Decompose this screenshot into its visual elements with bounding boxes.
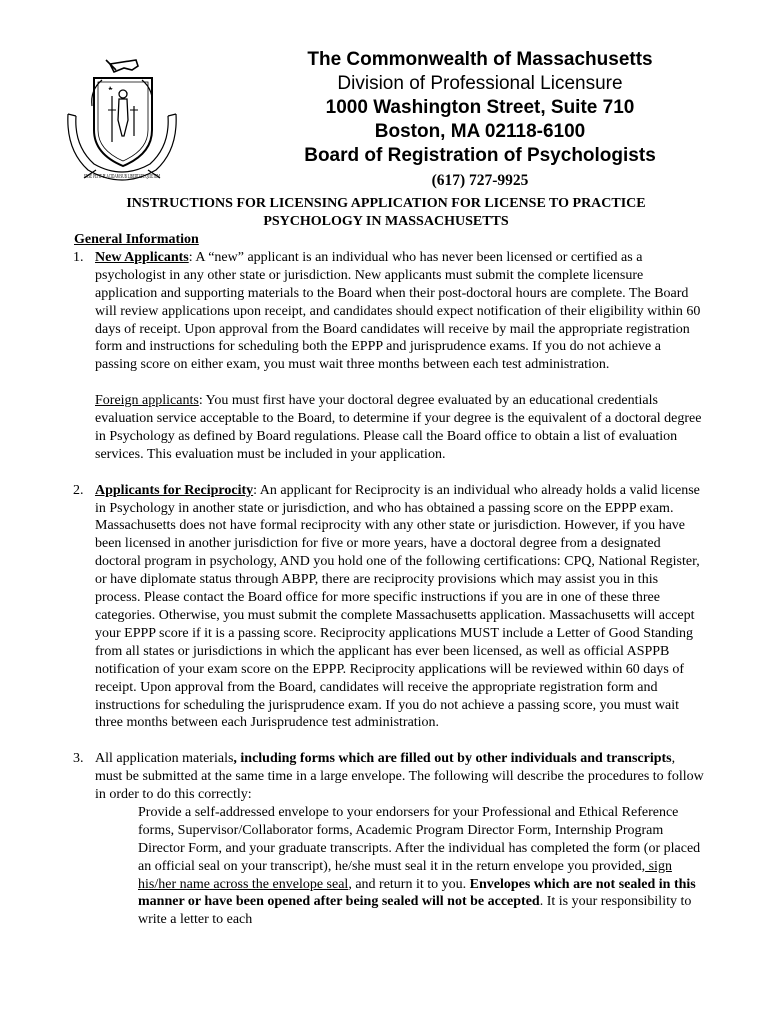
general-info-heading: General Information <box>74 232 199 247</box>
foreign-applicants-label: Foreign applicants <box>95 393 199 409</box>
seal-emblem-icon <box>62 50 182 190</box>
foreign-applicants-text: : You must first have your doctoral degree evaluated by an educational credentials evaluation service acceptable to the Board, to determine if your degree is the equivalent of a doctoral degree in Psychology as defined by Board regulations. Please call the Board office to obtain a list of evaluation services. This evaluation must be included in your application. <box>95 393 702 462</box>
item-number: 1. <box>73 249 84 265</box>
commonwealth-name: The Commonwealth of Massachusetts <box>307 49 653 70</box>
envelope-text-3: . It is your responsibility to write a letter to each <box>138 894 692 928</box>
new-applicants-text: : A “new” applicant is an individual who has never been licensed or certified as a psychologist in any other state or jurisdiction. New applicants must submit the complete licensure application and supporting materials to the Board when their post-doctoral hours are complete. The Board will review applications upon receipt, and candidates should expect notification of their eligibility within 60 days of receipt. Upon approval from the Board candidates will receive by mail the appropriate registration form and instructions for scheduling both the EPPP and jurisprudence exams. If you do not achieve a passing score on either exam, you must wait three months between each test administration. <box>95 249 701 373</box>
reciprocity-text: : An applicant for Reciprocity is an individual who already holds a valid license in Psychology in another state or jurisdiction, and who has obtained a passing score on the EPPP exam. Massachusetts does not have formal reciprocity with any other state or jurisdiction. However, if you have been licensed in another jurisdiction for five or more years, have a doctoral degree from a designated doctoral program in psychology, AND you hold one of the following certifications: CPQ, National Register, or have diplomate status through ABPP, there are reciprocity provisions which may assist you in this process. Please contact the Board office for more specific instructions if you are in one of these three categories. Otherwise, you must submit the complete Massachusetts application. Massachusetts will accept your EPPP score if it is a passing score. Reciprocity applications MUST include a Letter of Good Standing from all states or jurisdictions in which the applicant has ever been licensed, as well as official ASPPB notification of your exam score on the EPPP. Reciprocity applications will be reviewed within 60 days of receipt. Upon approval from the Board, candidates will receive the appropriate registration form and instructions for scheduling the jurisprudence exam. If you do not achieve a passing score, you must wait three months between each Jurisprudence test administration. <box>95 482 700 731</box>
envelope-text-2: , and return it to you. <box>348 876 470 892</box>
materials-paragraph <box>95 750 704 804</box>
letterhead <box>280 48 680 192</box>
new-applicants-label: New Applicants <box>95 249 189 265</box>
materials-text-2: , must be submitted at the same time in a large envelope. The following will describe the procedures to follow in order to do this correctly: <box>95 751 704 803</box>
envelope-text-bold: Envelopes which are not sealed in this manner or have been opened after being sealed will not be accepted <box>138 876 696 910</box>
phone-number: (617) 727-9925 <box>431 172 529 189</box>
list-item-new-applicants <box>74 249 704 464</box>
list-item-application-materials <box>74 750 704 929</box>
envelope-instructions <box>95 804 704 929</box>
page-title: INSTRUCTIONS FOR LICENSING APPLICATION FOR LICENSE TO PRACTICE PSYCHOLOGY IN MASSACHUSETTS <box>126 196 646 229</box>
board-name: Board of Registration of Psychologists <box>304 145 656 166</box>
seal-motto: ENSE PETIT PLACIDAM SUB LIBERTATE QUIETEM <box>84 174 161 180</box>
document-body <box>74 231 704 929</box>
item-number: 3. <box>73 751 84 767</box>
envelope-text-1: Provide a self-addressed envelope to your endorsers for your Professional and Ethical Reference forms, Supervisor/Collaborator forms, Academic Program Director Form, Internship Program Director Form, and your graduate transcripts. After the individual has completed the form (or placed an official seal on your transcript), he/she must seal it in the return envelope you provided, <box>138 804 701 874</box>
division-name: Division of Professional Licensure <box>337 73 623 94</box>
reciprocity-label: Applicants for Reciprocity <box>95 482 254 498</box>
commonwealth-seal <box>62 50 182 190</box>
item-number: 2. <box>73 482 84 498</box>
reciprocity-paragraph <box>95 482 704 733</box>
list-item-reciprocity <box>74 482 704 733</box>
materials-text-1: All application materials <box>95 751 234 767</box>
street-address: 1000 Washington Street, Suite 710 <box>325 97 635 118</box>
materials-text-bold: , including forms which are filled out by other individuals and transcripts <box>233 751 672 767</box>
envelope-text-underline: sign his/her name across the envelope seal <box>138 858 672 892</box>
city-state-zip: Boston, MA 02118-6100 <box>374 121 586 142</box>
new-applicants-paragraph <box>95 249 704 374</box>
foreign-applicants-paragraph <box>95 392 704 464</box>
